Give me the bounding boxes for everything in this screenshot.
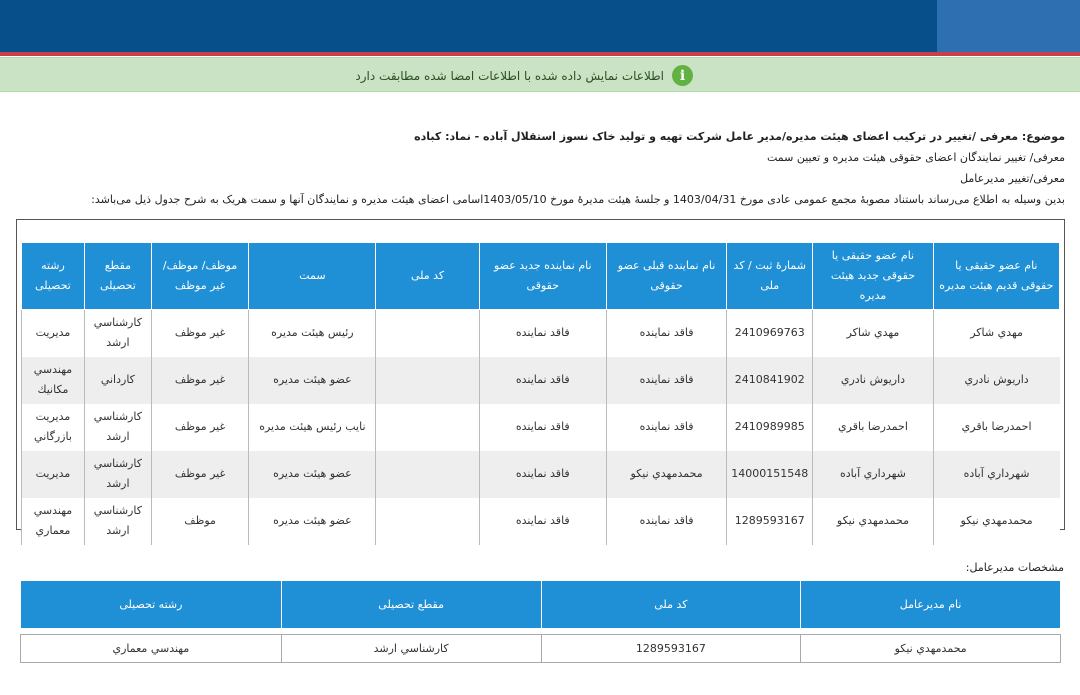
cell-position: عضو هیئت مدیره [249, 451, 376, 498]
header-national-id: کد ملی [376, 243, 479, 310]
cell-national-id [376, 310, 479, 357]
cell-registration-id: 1289593167 [727, 498, 813, 545]
manager-table [20, 580, 1061, 663]
verification-alert [0, 57, 1080, 92]
cell-employment-type: غیر موظف [151, 451, 248, 498]
cell-employment-type: غیر موظف [151, 357, 248, 404]
cell-field: مهندسي معماري [22, 498, 85, 545]
cell-new-member: محمدمهدي نيكو [813, 498, 933, 545]
board-table-header-row [22, 243, 1060, 310]
cell-field: مديريت [22, 310, 85, 357]
cell-employment-type: غیر موظف [151, 404, 248, 451]
cell-manager-name: محمدمهدي نيكو [801, 635, 1061, 663]
header-manager-field: رشته تحصیلی [21, 581, 282, 629]
cell-position: نایب رئیس هیئت مدیره [249, 404, 376, 451]
header-new-member: نام عضو حقیقی یا حقوقی جدید هیئت مدیره [813, 243, 933, 310]
cell-degree: كارشناسي ارشد [84, 498, 151, 545]
cell-manager-degree: كارشناسي ارشد [281, 635, 541, 663]
header-previous-representative: نام نماینده قبلی عضو حقوقی [606, 243, 726, 310]
cell-new-member: داريوش نادري [813, 357, 933, 404]
cell-new-representative: فاقد نماینده [479, 451, 606, 498]
cell-previous-representative: فاقد نماینده [606, 404, 726, 451]
cell-new-representative: فاقد نماینده [479, 498, 606, 545]
header-manager-name: نام مدیرعامل [801, 581, 1061, 629]
cell-degree: كارشناسي ارشد [84, 451, 151, 498]
info-icon: i [672, 65, 693, 86]
cell-old-member: مهدي شاكر [933, 310, 1059, 357]
cell-registration-id: 2410989985 [727, 404, 813, 451]
cell-new-representative: فاقد نماینده [479, 310, 606, 357]
cell-registration-id: 2410969763 [727, 310, 813, 357]
cell-position: عضو هیئت مدیره [249, 498, 376, 545]
cell-new-representative: فاقد نماینده [479, 404, 606, 451]
header-field: رشته تحصیلی [22, 243, 85, 310]
cell-field: مديريت [22, 451, 85, 498]
manager-table-header-row [21, 581, 1061, 629]
cell-new-representative: فاقد نماینده [479, 357, 606, 404]
board-members-table [21, 242, 1060, 545]
cell-position: رئیس هیئت مدیره [249, 310, 376, 357]
cell-national-id [376, 451, 479, 498]
board-members-frame [16, 219, 1065, 537]
header-manager-degree: مقطع تحصیلی [281, 581, 541, 629]
intro-line-2: معرفی/تغییر مدیرعامل [960, 172, 1065, 185]
header-degree: مقطع تحصیلی [84, 243, 151, 310]
cell-previous-representative: فاقد نماینده [606, 498, 726, 545]
cell-national-id [376, 498, 479, 545]
cell-position: عضو هیئت مدیره [249, 357, 376, 404]
header-accent-block [937, 0, 1080, 56]
cell-registration-id: 2410841902 [727, 357, 813, 404]
table-row [22, 498, 1060, 545]
cell-degree: كارشناسي ارشد [84, 404, 151, 451]
cell-new-member: شهرداري آباده [813, 451, 933, 498]
cell-previous-representative: محمدمهدي نيكو [606, 451, 726, 498]
cell-degree: كارداني [84, 357, 151, 404]
table-row [22, 404, 1060, 451]
subject-line: موضوع: معرفی /تغییر در ترکیب اعضای هیئت مدیره/مدیر عامل شرکت تهیه و تولید خاک نسوز استقلال آباده - نماد: کباده [414, 130, 1065, 143]
manager-section-title: مشخصات مدیرعامل: [965, 561, 1064, 574]
cell-registration-id: 14000151548 [727, 451, 813, 498]
header-employment-type: موظف/ موظف/غیر موظف [151, 243, 248, 310]
table-row [22, 357, 1060, 404]
cell-old-member: محمدمهدي نيكو [933, 498, 1059, 545]
intro-line-3: بدین وسیله به اطلاع می‌رساند باستناد مصوبهٔ مجمع عمومی عادی مورخ 1403/04/31 و جلسهٔ هیئت مدیرهٔ مورخ 1403/05/10اسامی اعضای هیئت مدیره و نمایندگان آنها و سمت هریک به شرح جدول ذیل می‌باشد: [91, 193, 1065, 206]
header-red-line [0, 52, 1080, 56]
top-header-bar [0, 0, 1080, 56]
cell-field: مهندسي مكانيك [22, 357, 85, 404]
header-manager-national-id: کد ملی [541, 581, 801, 629]
document-intro [15, 126, 1065, 210]
table-row [22, 310, 1060, 357]
cell-old-member: احمدرضا باقري [933, 404, 1059, 451]
table-row [22, 451, 1060, 498]
cell-previous-representative: فاقد نماینده [606, 310, 726, 357]
cell-new-member: مهدي شاكر [813, 310, 933, 357]
header-new-representative: نام نماینده جدید عضو حقوقی [479, 243, 606, 310]
cell-new-member: احمدرضا باقري [813, 404, 933, 451]
cell-old-member: شهرداري آباده [933, 451, 1059, 498]
header-old-member: نام عضو حقیقی یا حقوقی قدیم هیئت مدیره [933, 243, 1059, 310]
cell-field: مديريت بازرگاني [22, 404, 85, 451]
cell-degree: كارشناسي ارشد [84, 310, 151, 357]
cell-employment-type: غیر موظف [151, 310, 248, 357]
header-position: سمت [249, 243, 376, 310]
table-row [21, 635, 1061, 663]
cell-previous-representative: فاقد نماینده [606, 357, 726, 404]
cell-employment-type: موظف [151, 498, 248, 545]
alert-text: اطلاعات نمایش داده شده با اطلاعات امضا شده مطابقت دارد [355, 68, 664, 83]
cell-manager-field: مهندسي معماري [21, 635, 282, 663]
cell-national-id [376, 404, 479, 451]
cell-manager-national-id: 1289593167 [541, 635, 801, 663]
cell-national-id [376, 357, 479, 404]
intro-line-1: معرفی/ تغییر نمایندگان اعضای حقوقی هیئت مدیره و تعیین سمت [766, 151, 1065, 164]
header-registration-id: شمارهٔ ثبت / کد ملی [727, 243, 813, 310]
cell-old-member: داريوش نادري [933, 357, 1059, 404]
